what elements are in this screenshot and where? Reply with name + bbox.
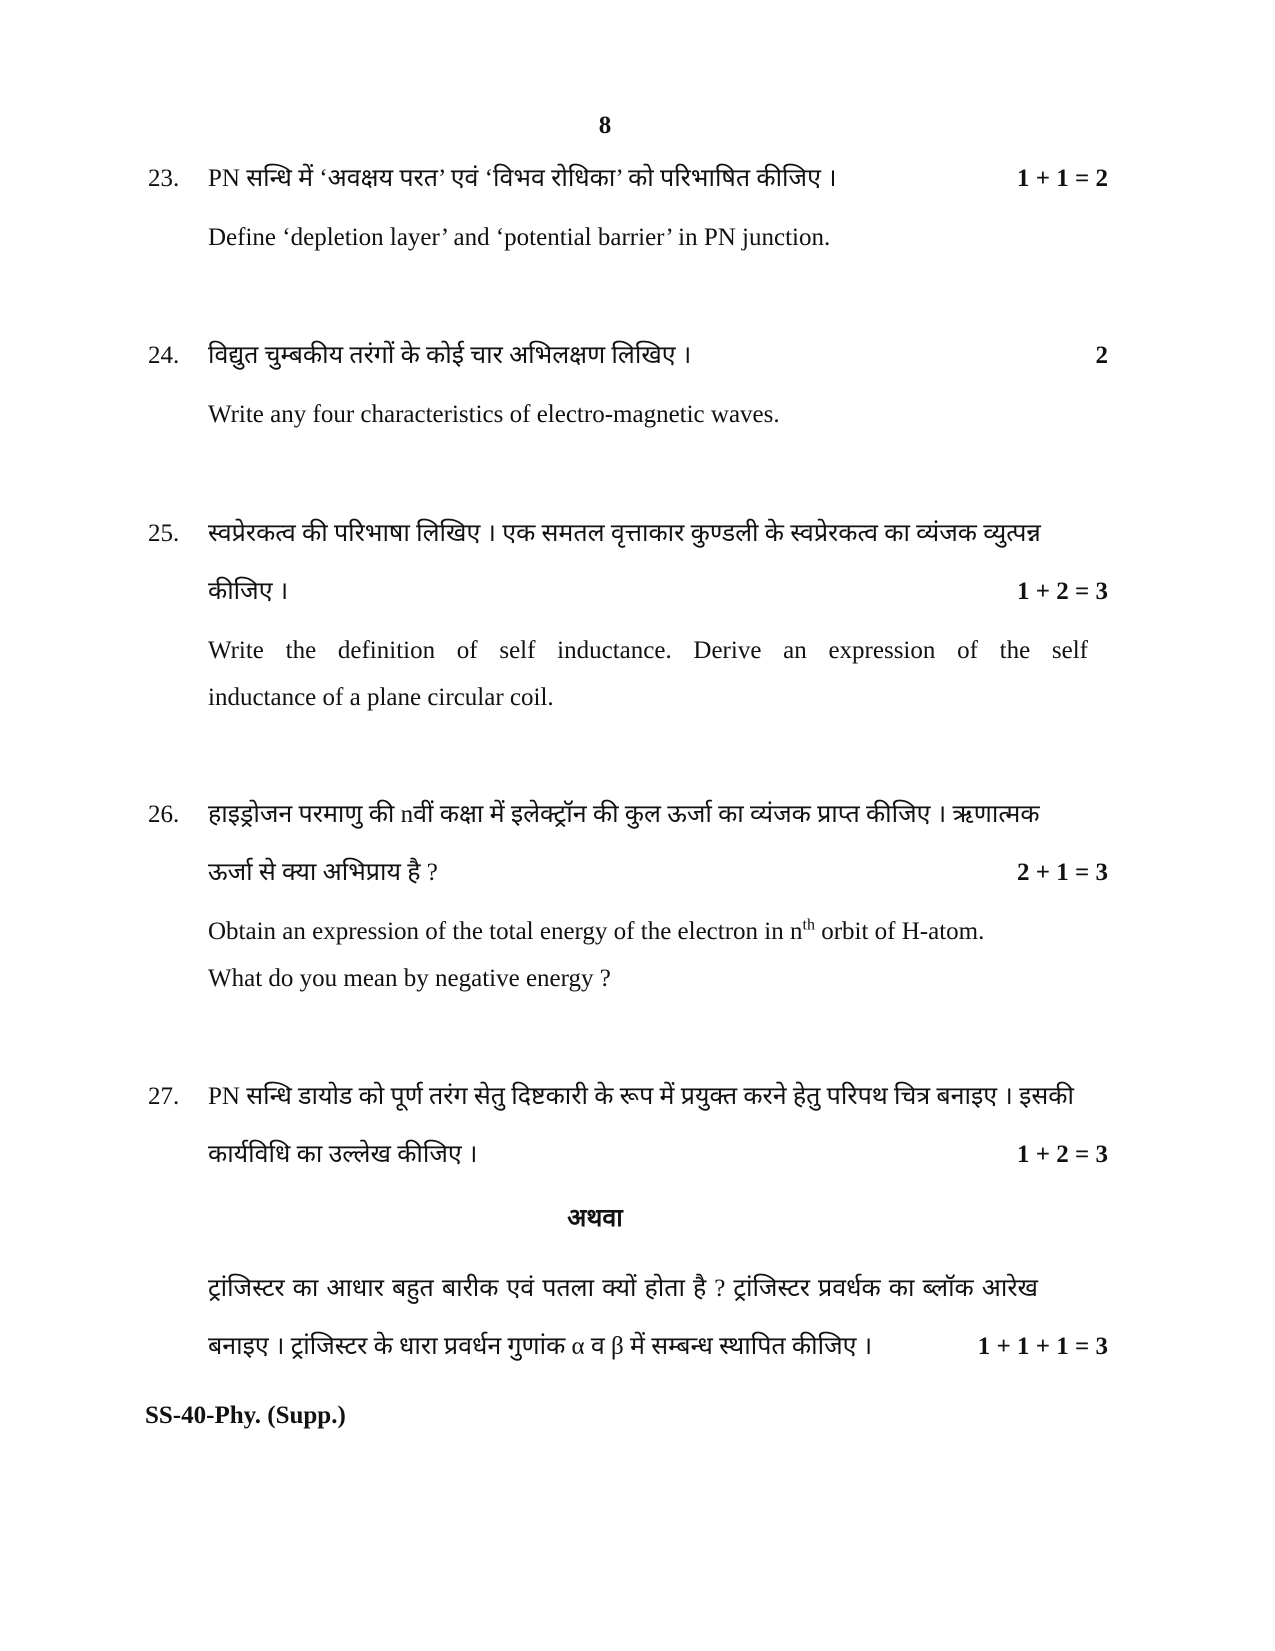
question-marks: 1 + 1 = 2 xyxy=(1017,165,1108,192)
question-number: 26. xyxy=(148,801,180,828)
question-text-english: Write the definition of self inductance. Derive an expression of the self inductance of a plane circular coil. xyxy=(208,637,1088,711)
question-text-hindi: हाइड्रोजन परमाणु की nवीं कक्षा में इलेक्ट्रॉन की कुल ऊर्जा का व्यंजक प्राप्त कीजिए । ऋणात्मक xyxy=(208,801,1040,828)
question-text-hindi: स्वप्रेरकत्व की परिभाषा लिखिए । एक समतल वृत्ताकार कुण्डली के स्वप्रेरकत्व का व्यंजक व्युत्पन्न xyxy=(208,520,1041,547)
or-label: अथवा xyxy=(567,1205,623,1232)
question-text-english: Write any four characteristics of electro-magnetic waves. xyxy=(208,401,780,428)
question-number: 24. xyxy=(148,342,180,369)
question-text-english: Define ‘depletion layer’ and ‘potential barrier’ in PN junction. xyxy=(208,224,831,251)
question-25 xyxy=(148,505,1108,721)
question-marks: 2 xyxy=(1095,342,1108,369)
question-text-hindi-cont: कीजिए । xyxy=(208,578,289,605)
question-number: 27. xyxy=(148,1083,180,1110)
paper-code-footer: SS-40-Phy. (Supp.) xyxy=(145,1402,346,1429)
question-marks: 1 + 2 = 3 xyxy=(1017,1141,1108,1168)
question-text-hindi: PN सन्धि डायोड को पूर्ण तरंग सेतु दिष्टकारी के रूप में प्रयुक्त करने हेतु परिपथ चित्र बनाइए । इसकी xyxy=(208,1083,1074,1110)
question-text-hindi: PN सन्धि में ‘अवक्षय परत’ एवं ‘विभव रोधिका’ को परिभाषित कीजिए । xyxy=(208,165,837,192)
page-number: 8 xyxy=(598,112,612,139)
alternative-question-text: ट्रांजिस्टर का आधार बहुत बारीक एवं पतला क्यों होता है ? ट्रांजिस्टर प्रवर्धक का ब्लॉक आरेख xyxy=(208,1275,1038,1302)
question-marks: 2 + 1 = 3 xyxy=(1017,859,1108,886)
question-24 xyxy=(148,327,1108,438)
question-text-hindi: विद्युत चुम्बकीय तरंगों के कोई चार अभिलक्षण लिखिए । xyxy=(208,342,692,369)
question-text-hindi-cont: कार्यविधि का उल्लेख कीजिए । xyxy=(208,1141,478,1168)
question-marks: 1 + 2 = 3 xyxy=(1017,578,1108,605)
alternative-question-marks: 1 + 1 + 1 = 3 xyxy=(977,1333,1108,1360)
question-number: 23. xyxy=(148,165,180,192)
question-23 xyxy=(148,150,1108,261)
alternative-question xyxy=(208,1260,1108,1376)
question-number: 25. xyxy=(148,520,180,547)
alternative-question-text-cont: बनाइए । ट्रांजिस्टर के धारा प्रवर्धन गुणांक α व β में सम्बन्ध स्थापित कीजिए । xyxy=(208,1333,873,1360)
question-26 xyxy=(148,786,1108,1002)
question-text-hindi-cont: ऊर्जा से क्या अभिप्राय है ? xyxy=(208,859,438,886)
question-text-english: Obtain an expression of the total energy of the electron in $n^{th}$ orbit of H-atom. What do you mean by negative energy ? xyxy=(208,916,985,992)
question-27 xyxy=(148,1068,1108,1184)
